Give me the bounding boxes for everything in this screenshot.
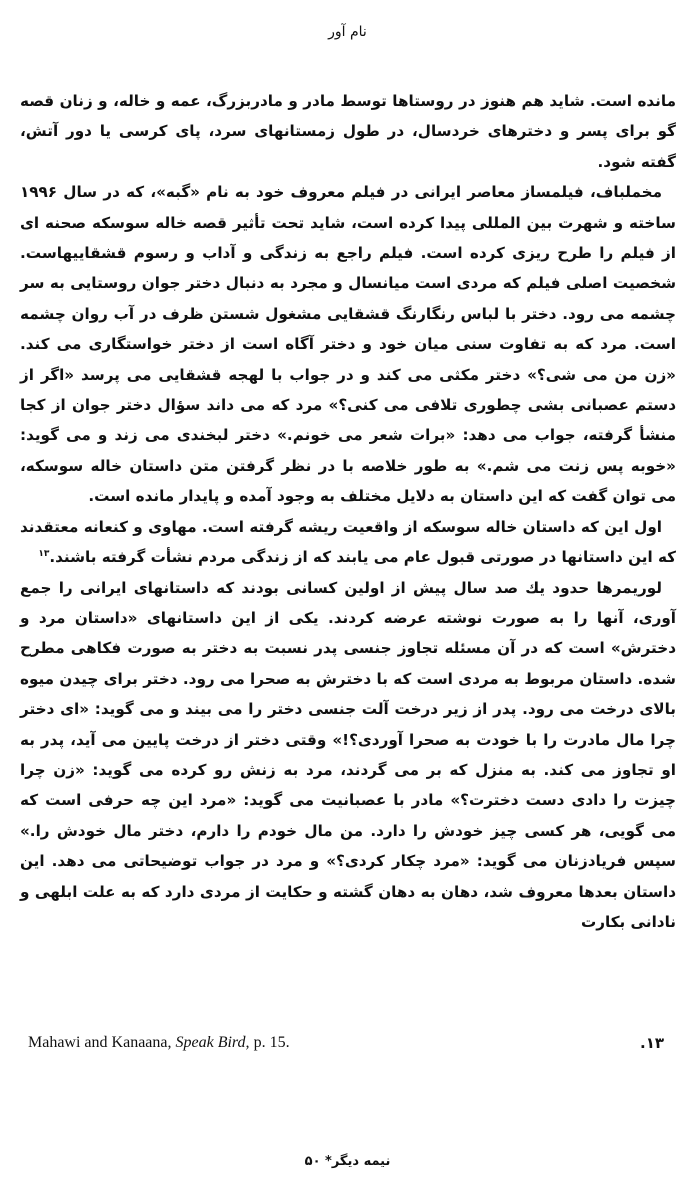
paragraph-4: لوریمرها حدود یك صد سال پیش از اولین کسانی بودند که داستانهای ایرانی را جمع آوری، آنها را به صورت نوشته عرضه کردند. یکی از این داستانهای «داستان مرد و دخترش» است که در آن مسئله تجاوز جنسی پدر نسبت به دختر به صورت فکاهی مطرح شده. داستان مربوط به مردی است که با دخترش به صحرا می رود. دختر برای چیدن میوه بالای درخت می رود. پدر از زیر درخت آلت جنسی دختر را می بیند و می گوید: «ای دختر چرا مال مادرت را با خودت به صحرا آوردی؟!» وقتی دختر از درخت پایین می آید، پدر به او تجاوز می کند. به منزل که بر می گردند، مرد به زنش رو کرده می گوید: «زن چرا چیزت را دادی دست دخترت؟» مادر با عصبانیت می گوید: «مرد این چه حرفی است که می گویی، هر کسی چیز خودش را دارد. من مال خودم را دارم، دختر مال خودش را.» سپس فریادزنان می گوید: «مرد چکار کردی؟» و مرد در جواب توضیحاتی می دهد. این داستان بعدها معروف شد، دهان به دهان گشته و حکایت از مردی دارد که به علت ابلهی و نادانی بکارت — [20, 578, 676, 931]
running-title: نام آور — [328, 24, 367, 40]
page-footer: نیمه دیگر* ۵۰ — [304, 1154, 391, 1169]
footnote-reference-13[interactable]: ۱۳ — [38, 549, 50, 560]
footnote-pages: p. 15. — [253, 1034, 290, 1051]
paragraph-1: مانده است. شاید هم هنوز در روستاها توسط مادر و مادربزرگ، عمه و خاله، و زنان قصه گو برای پسر و دخترهای خردسال، در طول زمستانهای سرد، پای کرسی یا دور آتش، گفته شود. — [20, 92, 676, 171]
paragraph-3 — [20, 512, 676, 573]
footnote-title: Speak Bird, — [175, 1034, 250, 1051]
footnote — [28, 1034, 664, 1056]
footnote-authors: Mahawi and Kanaana, — [28, 1034, 172, 1051]
footnote-number: ۱۳. — [639, 1034, 664, 1052]
paragraph-3-text: اول این که داستان خاله سوسکه از واقعیت ریشه گرفته است. مهاوی و کنعانه معتقدند که این داستانها در صورتی قبول عام می یابند که از زندگی مردم نشأت گرفته باشند. — [20, 517, 676, 567]
paragraph-2: مخملباف، فیلمساز معاصر ایرانی در فیلم معروف خود به نام «گبه»، که در سال ۱۹۹۶ ساخته و شهرت بین المللی پیدا کرده است، شاید تحت تأثیر قصه خاله سوسکه صحنه ای از فیلم را طرح ریزی کرده است. فیلم راجع به زندگی و آداب و رسوم قشقاییهاست. شخصیت اصلی فیلم که مردی است میانسال و مجرد به دنبال دختر جوان روستایی به سر چشمه می رود. دختر با لباس رنگارنگ قشقایی مشغول شستن ظرف در آب روان چشمه است. مرد که به تفاوت سنی میان خود و دختر آگاه است از دختر خواستگاری می کند. «زن من می شی؟» دختر مکثی می کند و در جواب با لهجه قشقایی می پرسد «اگر از دستم عصبانی بشی چطوری تلافی می کنی؟» مرد که می داند سؤال دختر جوان از کجا منشأ گرفته، جواب می دهد: «برات شعر می خونم.» دختر لبخندی می زند و می گوید: «خوبه پس زنت می شم.» به طور خلاصه با در نظر گرفتن متن داستان خاله سوسکه، می توان گفت که این داستان به دلایل مختلف به وجود آمده و پایدار مانده است. — [20, 183, 676, 506]
footnote-citation — [28, 1034, 290, 1052]
body-text — [20, 86, 676, 937]
